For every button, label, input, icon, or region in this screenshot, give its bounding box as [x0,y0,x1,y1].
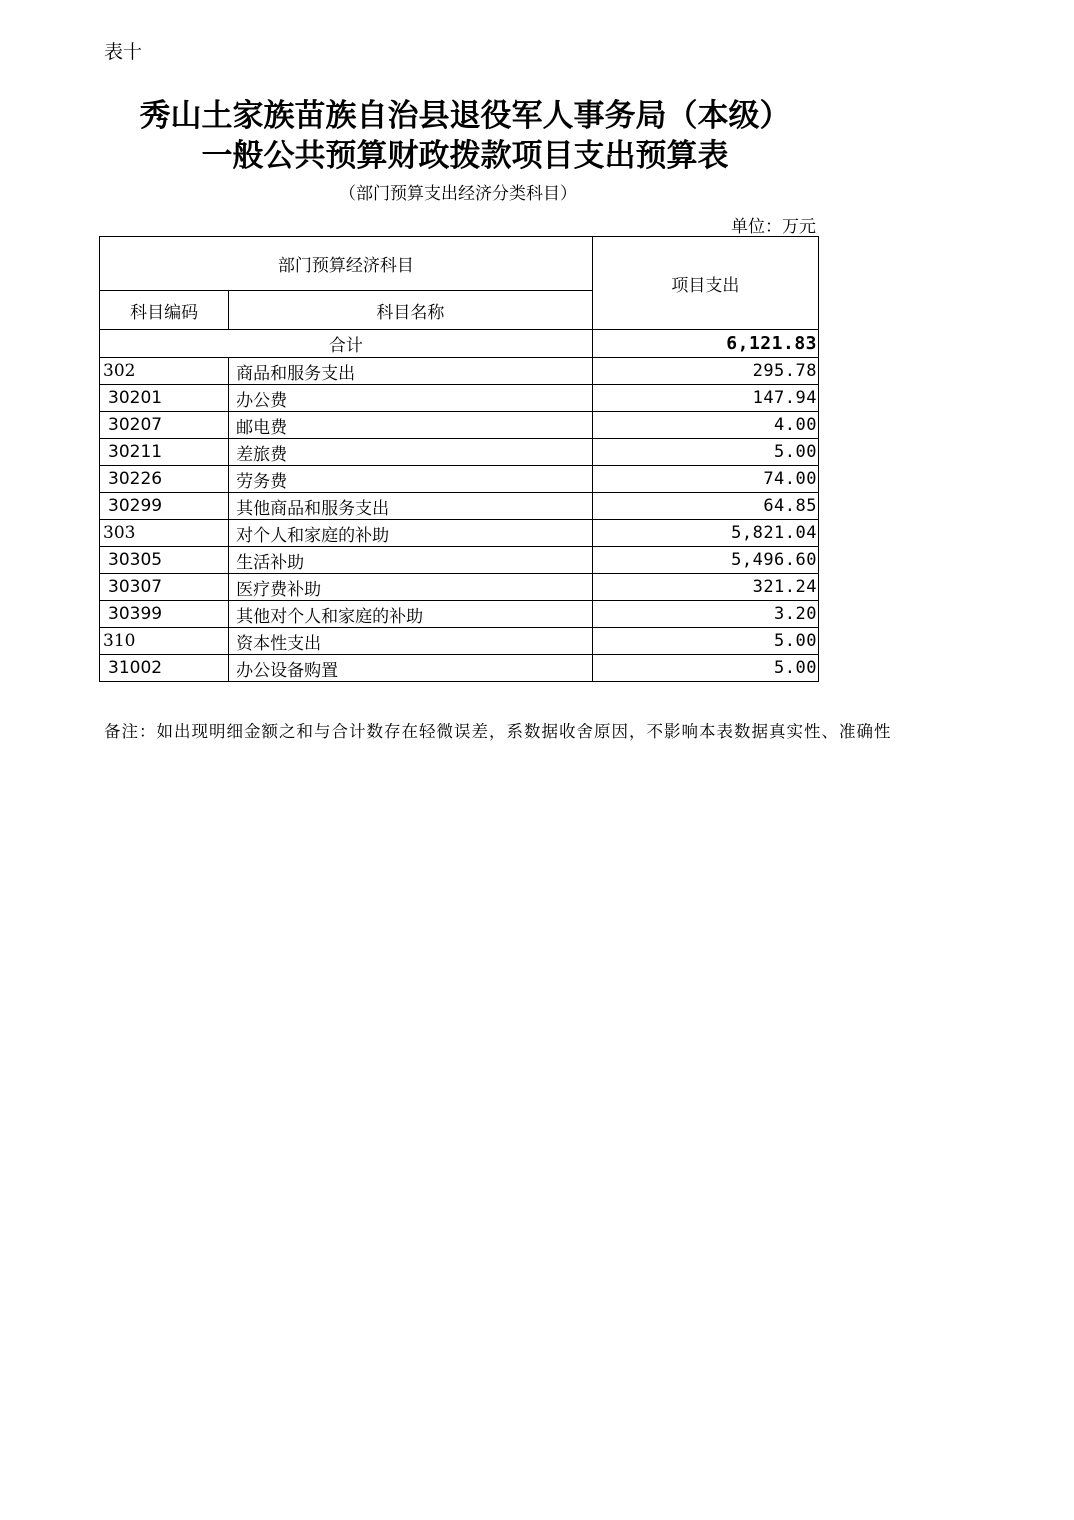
code-cell: 303 [100,520,229,547]
code-cell: 31002 [100,655,229,682]
code-cell: 302 [100,358,229,385]
code-cell: 30207 [100,412,229,439]
document-title-line2: 一般公共预算财政拨款项目支出预算表 [201,138,729,174]
name-cell: 商品和服务支出 [229,358,593,385]
amount-cell: 5.00 [592,628,818,655]
amount-cell: 64.85 [592,493,818,520]
code-cell: 30399 [100,601,229,628]
name-cell: 办公设备购置 [229,655,593,682]
table-row [100,574,819,601]
amount-cell: 295.78 [592,358,818,385]
header-group-cell: 部门预算经济科目 [100,237,593,291]
header-code-cell: 科目编码 [100,291,229,330]
header-row-1 [100,237,819,291]
name-cell: 资本性支出 [229,628,593,655]
table-row [100,385,819,412]
amount-cell: 5.00 [592,655,818,682]
amount-cell: 4.00 [592,412,818,439]
code-cell: 30307 [100,574,229,601]
table-row [100,547,819,574]
code-cell: 30305 [100,547,229,574]
unit-label: 单位：万元 [731,217,816,237]
name-cell: 办公费 [229,385,593,412]
amount-cell: 147.94 [592,385,818,412]
name-cell: 生活补助 [229,547,593,574]
table-row [100,628,819,655]
document-subtitle: （部门预算支出经济分类科目） [339,184,577,204]
amount-cell: 5,496.60 [592,547,818,574]
header-amount-cell: 项目支出 [592,237,818,330]
amount-cell: 5,821.04 [592,520,818,547]
header-name-cell: 科目名称 [229,291,593,330]
name-cell: 其他对个人和家庭的补助 [229,601,593,628]
budget-table [99,236,819,682]
table-row [100,439,819,466]
code-cell: 30211 [100,439,229,466]
name-cell: 其他商品和服务支出 [229,493,593,520]
table-number-label: 表十 [104,41,143,63]
table-row [100,412,819,439]
name-cell: 对个人和家庭的补助 [229,520,593,547]
total-amount-cell: 6,121.83 [592,330,818,358]
name-cell: 劳务费 [229,466,593,493]
table-row [100,655,819,682]
code-cell: 310 [100,628,229,655]
table-row [100,358,819,385]
table-row [100,520,819,547]
name-cell: 邮电费 [229,412,593,439]
name-cell: 差旅费 [229,439,593,466]
amount-cell: 3.20 [592,601,818,628]
table-row [100,466,819,493]
total-row [100,330,819,358]
document-title-line1: 秀山土家族苗族自治县退役军人事务局（本级） [139,98,791,134]
table-row [100,493,819,520]
footnote: 备注：如出现明细金额之和与合计数存在轻微误差，系数据收舍原因，不影响本表数据真实性、准确性 [104,722,892,741]
amount-cell: 5.00 [592,439,818,466]
amount-cell: 74.00 [592,466,818,493]
code-cell: 30299 [100,493,229,520]
name-cell: 医疗费补助 [229,574,593,601]
code-cell: 30201 [100,385,229,412]
table-row [100,601,819,628]
total-label-cell: 合计 [100,330,593,358]
amount-cell: 321.24 [592,574,818,601]
code-cell: 30226 [100,466,229,493]
